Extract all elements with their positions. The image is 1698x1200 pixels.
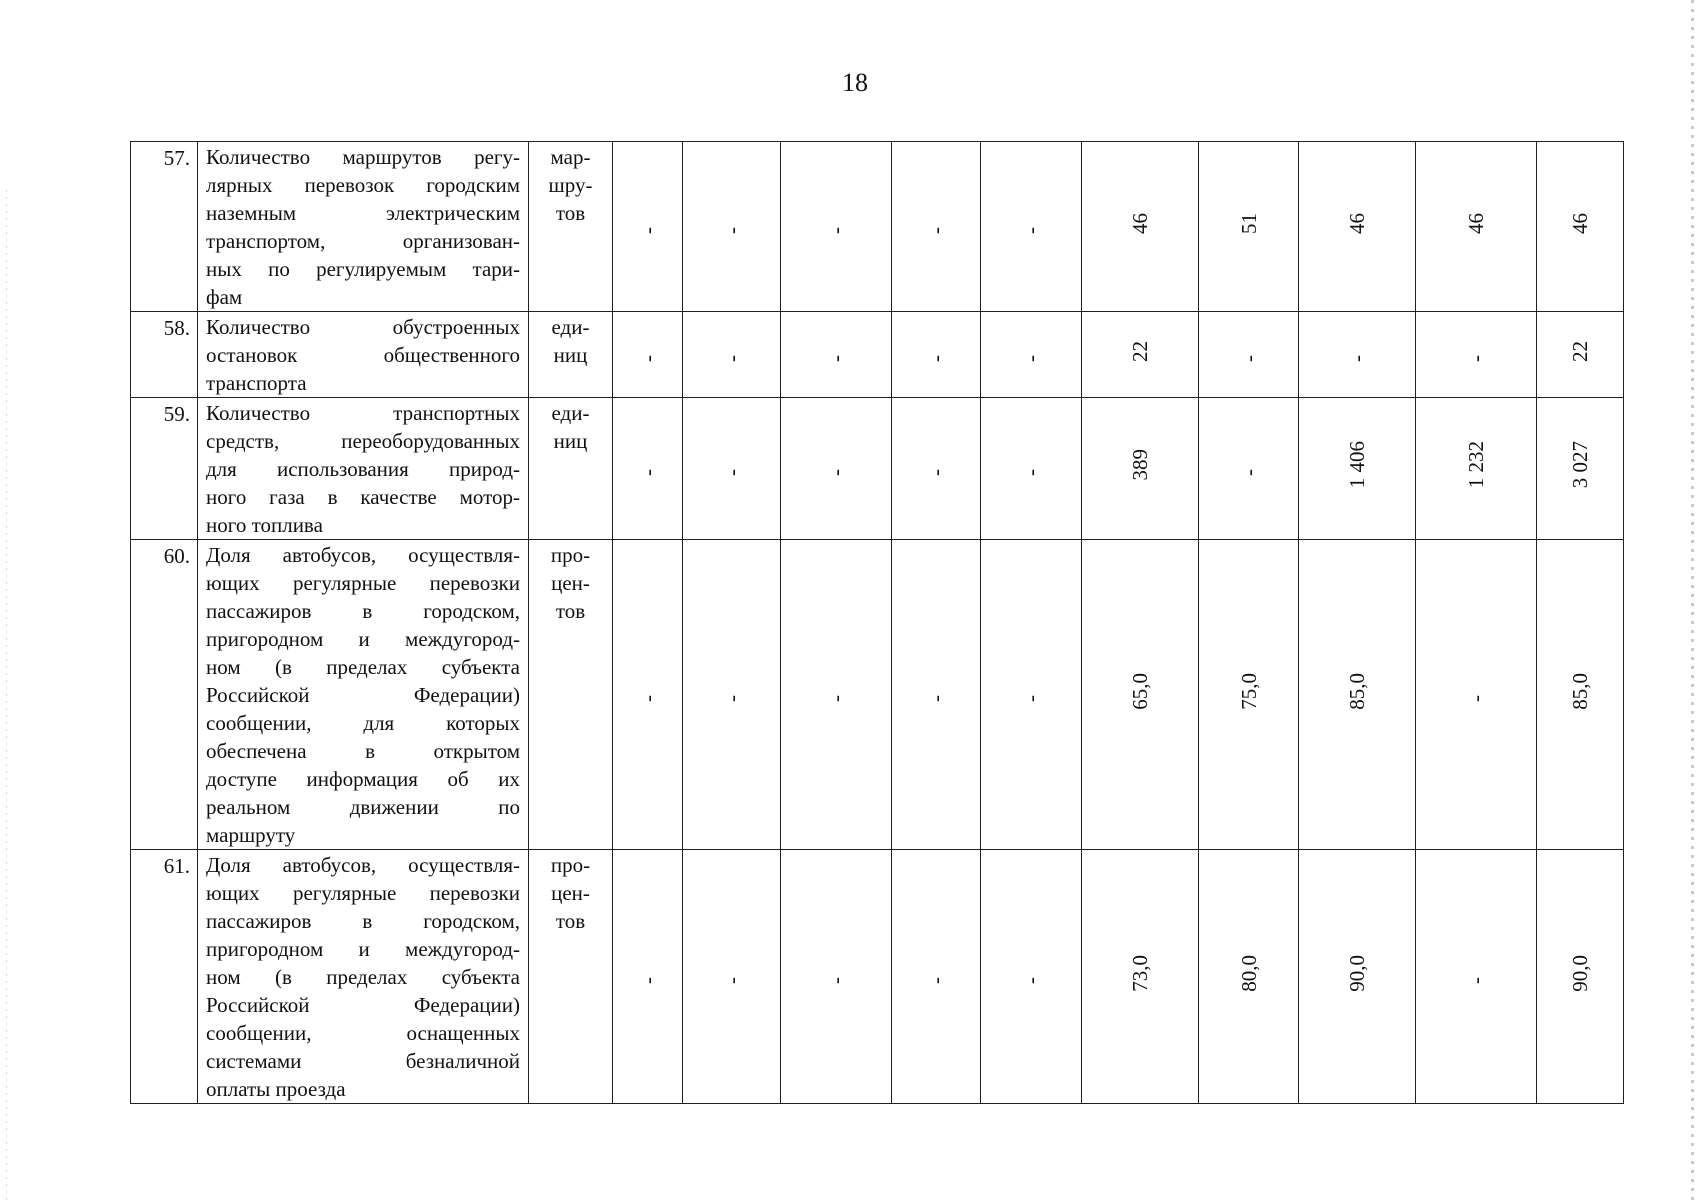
unit-line: тов <box>555 599 586 623</box>
value-cell <box>1299 398 1416 540</box>
value-text: 22 <box>1128 340 1152 362</box>
table-row <box>131 850 1624 1104</box>
table-row <box>131 398 1624 540</box>
value-text: - <box>719 354 744 362</box>
value-text: - <box>719 976 744 984</box>
value-cell <box>892 312 981 398</box>
indicator-name-line: Доля автобусов, осуществля- <box>206 543 520 567</box>
value-cell <box>1537 540 1624 850</box>
indicator-name-line: Количество обустроенных <box>206 315 520 339</box>
row-number: 60. <box>131 540 198 850</box>
value-text: - <box>924 694 948 702</box>
value-text: - <box>635 694 660 702</box>
scan-edge-artifact-left <box>6 190 7 1200</box>
unit-of-measure <box>529 850 613 1104</box>
value-cell <box>1416 540 1537 850</box>
value-cell <box>892 142 981 312</box>
table-row <box>131 142 1624 312</box>
value-text: 389 <box>1128 449 1152 481</box>
indicator-name <box>198 850 529 1104</box>
indicator-name-line: оплаты проезда <box>206 1077 346 1101</box>
value-cell <box>1199 540 1299 850</box>
indicator-name-line: средств, переоборудованных <box>206 429 520 453</box>
indicator-name-line: реальном движении по <box>206 795 520 819</box>
value-cell <box>1537 142 1624 312</box>
value-text: 22 <box>1568 340 1592 362</box>
unit-line: мар- <box>550 145 591 169</box>
value-text: - <box>824 354 848 362</box>
value-cell <box>683 398 781 540</box>
value-cell <box>613 142 683 312</box>
value-text: - <box>924 468 948 476</box>
value-cell <box>683 142 781 312</box>
indicator-name-line: обеспечена в открытом <box>206 739 520 763</box>
value-text: - <box>719 226 744 234</box>
indicator-name-line: Доля автобусов, осуществля- <box>206 853 520 877</box>
unit-line: ниц <box>553 343 588 367</box>
value-cell <box>781 142 892 312</box>
value-text: 46 <box>1568 212 1592 234</box>
value-text: - <box>1236 354 1261 362</box>
value-text: - <box>1019 354 1043 362</box>
unit-line: про- <box>550 853 591 877</box>
value-text: - <box>924 226 948 234</box>
indicator-name <box>198 398 529 540</box>
unit-line: цен- <box>551 571 590 595</box>
value-text: - <box>824 468 848 476</box>
value-text: 46 <box>1128 212 1152 234</box>
value-text: 90,0 <box>1345 954 1369 992</box>
value-cell <box>892 850 981 1104</box>
value-text: 1 406 <box>1345 441 1369 489</box>
value-cell <box>981 850 1082 1104</box>
indicator-name-line: ных по регулируемым тари- <box>206 257 520 281</box>
value-cell <box>1299 142 1416 312</box>
indicator-name-line: Количество маршрутов регу- <box>206 145 520 169</box>
value-cell <box>781 398 892 540</box>
indicator-name-line: остановок общественного <box>206 343 520 367</box>
value-cell <box>1416 142 1537 312</box>
value-text: - <box>824 226 848 234</box>
value-cell <box>1537 312 1624 398</box>
value-text: - <box>635 354 660 362</box>
indicator-name-line: доступе информация об их <box>206 767 520 791</box>
indicator-name-line: сообщении, оснащенных <box>206 1021 520 1045</box>
indicator-name <box>198 540 529 850</box>
value-cell <box>683 850 781 1104</box>
indicator-name <box>198 142 529 312</box>
value-text: 46 <box>1464 212 1488 234</box>
indicator-name-line: маршруту <box>206 823 296 847</box>
unit-line: еди- <box>551 315 590 339</box>
indicator-name-line: фам <box>206 285 243 309</box>
value-text: 46 <box>1345 212 1369 234</box>
value-cell <box>1082 398 1199 540</box>
indicator-name-line: ного газа в качестве мотор- <box>206 485 520 509</box>
indicator-name-line: пассажиров в городском, <box>206 909 520 933</box>
value-text: 65,0 <box>1128 672 1152 710</box>
value-text: - <box>1019 694 1043 702</box>
value-text: 1 232 <box>1464 441 1488 489</box>
value-text: 85,0 <box>1345 672 1369 710</box>
indicator-name-line: ного топлива <box>206 513 323 537</box>
indicator-name-line: ющих регулярные перевозки <box>206 881 520 905</box>
value-cell <box>613 312 683 398</box>
value-cell <box>1416 850 1537 1104</box>
page-number: 18 <box>842 68 868 97</box>
value-text: - <box>924 976 948 984</box>
value-text: 85,0 <box>1568 672 1592 710</box>
value-text: 80,0 <box>1236 954 1261 992</box>
row-number: 61. <box>131 850 198 1104</box>
unit-line: шру- <box>548 173 593 197</box>
unit-line: про- <box>550 543 591 567</box>
indicator-name-line: Российской Федерации) <box>206 993 520 1017</box>
value-cell <box>1416 312 1537 398</box>
unit-line: цен- <box>551 881 590 905</box>
scan-edge-artifact <box>1691 0 1694 1200</box>
indicator-name-line: сообщении, для которых <box>206 711 520 735</box>
value-cell <box>981 398 1082 540</box>
value-text: - <box>824 976 848 984</box>
indicator-name <box>198 312 529 398</box>
table-row <box>131 540 1624 850</box>
value-cell <box>781 850 892 1104</box>
indicator-name-line: лярных перевозок городским <box>206 173 520 197</box>
value-cell <box>1199 398 1299 540</box>
unit-of-measure <box>529 142 613 312</box>
indicator-name-line: ном (в пределах субъекта <box>206 965 520 989</box>
unit-line: тов <box>555 201 586 225</box>
indicator-name-line: Количество транспортных <box>206 401 520 425</box>
value-text: - <box>1464 976 1488 984</box>
value-text: 75,0 <box>1236 672 1261 710</box>
value-text: - <box>1464 354 1488 362</box>
indicator-name-line: пригородном и междугород- <box>206 937 520 961</box>
value-text: 3 027 <box>1568 441 1592 489</box>
value-cell <box>1082 850 1199 1104</box>
value-cell <box>981 142 1082 312</box>
row-number: 57. <box>131 142 198 312</box>
value-cell <box>683 312 781 398</box>
unit-line: еди- <box>551 401 590 425</box>
value-cell <box>1537 850 1624 1104</box>
indicator-name-line: для использования природ- <box>206 457 520 481</box>
indicator-name-line: ющих регулярные перевозки <box>206 571 520 595</box>
value-text: - <box>635 226 660 234</box>
value-text: - <box>1019 468 1043 476</box>
value-cell <box>1299 850 1416 1104</box>
value-text: - <box>1236 468 1261 476</box>
value-cell <box>1082 312 1199 398</box>
value-text: - <box>635 976 660 984</box>
indicator-name-line: Российской Федерации) <box>206 683 520 707</box>
value-text: - <box>924 354 948 362</box>
value-text: - <box>1019 976 1043 984</box>
unit-of-measure <box>529 540 613 850</box>
value-text: - <box>1019 226 1043 234</box>
indicator-name-line: системами безналичной <box>206 1049 520 1073</box>
value-cell <box>892 540 981 850</box>
indicator-name-line: транспорта <box>206 371 307 395</box>
value-cell <box>613 540 683 850</box>
unit-of-measure <box>529 398 613 540</box>
unit-line: тов <box>555 909 586 933</box>
value-cell <box>981 312 1082 398</box>
value-cell <box>781 540 892 850</box>
value-cell <box>1199 850 1299 1104</box>
value-text: 73,0 <box>1128 954 1152 992</box>
value-cell <box>781 312 892 398</box>
value-text: - <box>635 468 660 476</box>
value-cell <box>1537 398 1624 540</box>
indicator-name-line: пассажиров в городском, <box>206 599 520 623</box>
value-text: - <box>1345 354 1369 362</box>
indicator-name-line: наземным электрическим <box>206 201 520 225</box>
indicator-name-line: транспортом, организован- <box>206 229 520 253</box>
value-cell <box>613 850 683 1104</box>
value-text: - <box>824 694 848 702</box>
value-cell <box>1199 142 1299 312</box>
value-cell <box>683 540 781 850</box>
value-cell <box>1299 540 1416 850</box>
unit-line: ниц <box>553 429 588 453</box>
value-text: - <box>719 468 744 476</box>
value-cell <box>1082 142 1199 312</box>
value-cell <box>892 398 981 540</box>
unit-of-measure <box>529 312 613 398</box>
indicator-name-line: ном (в пределах субъекта <box>206 655 520 679</box>
value-cell <box>613 398 683 540</box>
value-cell <box>981 540 1082 850</box>
row-number: 59. <box>131 398 198 540</box>
indicators-table <box>130 141 1624 1104</box>
value-text: 90,0 <box>1568 954 1592 992</box>
table-row <box>131 312 1624 398</box>
value-cell <box>1082 540 1199 850</box>
value-text: - <box>719 694 744 702</box>
indicator-name-line: пригородном и междугород- <box>206 627 520 651</box>
value-cell <box>1299 312 1416 398</box>
value-text: - <box>1464 694 1488 702</box>
value-cell <box>1416 398 1537 540</box>
row-number: 58. <box>131 312 198 398</box>
value-text: 51 <box>1236 212 1261 234</box>
value-cell <box>1199 312 1299 398</box>
